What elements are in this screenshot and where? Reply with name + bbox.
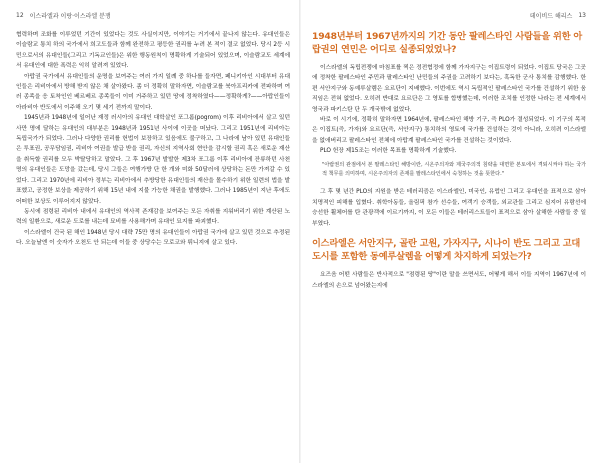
body-paragraph: 동시에 점령된 리비아 내에서 유대인의 역사적 존재감을 보여주는 모든 자취를 지워버리기 위한 계산된 노력의 일환으로, 새로운 도로를 내는데 묘비를 사용해가며 유대인 묘지를 파괴했다. <box>16 208 290 226</box>
running-title: 데이비드 해리스 <box>529 12 573 20</box>
right-page <box>300 0 600 463</box>
body-paragraph: 바로 이 시기에, 정확히 말하자면 1964년에, 팔레스타인 해방 기구, 즉 PLO가 결성되었다. 이 기구의 목적은 이집트(즉, 가자)와 요르단(즉, 서안지구) 통치하의 영토에 국가를 건설하는 것이 아니라, 오히려 이스라엘을 없애버리고 팔레스타인 전체에 아랍계 팔레스타인 국가를 건설하는 것이었다. <box>312 117 586 144</box>
body-paragraph: 이스라엘의 독립전쟁에 마침표를 찍은 정전협정에 함께 가자지구는 이집트령이 되었다. 이집트 당국은 그곳에 정착한 팔레스타인 주민과 팔레스타인 난민들의 주권을 고려하기 보다는, 혹독한 군사 통치를 감행했다. 한편 서안지구와 동예루살렘은 요르단이 지배했다. 이번에도 역시 독립적인 팔레스타인 국가를 건설하기 위한 움직임은 전혀 없었다. 오히려 반대로 요르단은 그 영토를 합병했는데, 이러한 조치를 인정한 나라는 전 세계에서 영국과 파키스탄 단 두 개국밖에 없었다. <box>312 65 586 113</box>
left-page-header <box>16 0 290 30</box>
body-paragraph: 협력하며 조화를 이루었던 기간이 있었다는 것도 사실이지만, 이야기는 거기에서 끝나지 않는다. 유대인들은 이슬람교 통치 하의 국가에서 희고도들과 함께 완전하고 평등한 권리를 누려 본 적이 결코 없었다. 당시 2등 시민으로서의 유대인들(그리고 기독교인들)은 위한 행동원칙이 명확하게 기술되어 있었으며, 이슬람교도 세계에서 유대인에 대한 폭력은 익히 알려져 있었다. <box>16 32 290 70</box>
page-number: 12 <box>16 11 24 19</box>
right-page-header <box>312 0 586 30</box>
section-heading: 이스라엘은 서안지구, 골란 고원, 가자지구, 시나이 반도 그리고 고대도시를 포함한 동예루살렘을 어떻게 차지하게 되었는가? <box>312 238 581 263</box>
body-paragraph: 아랍권 국가에서 유대인들의 운명을 보여주는 여러 가지 일례 중 하나를 들자면, 페니키아인 시대부터 유대인들은 리비아에서 방해 받지 않은 채 살아왔다. 좀 더 정확히 말하자면, 이슬람교를 북아프리카에 전파하며 여러 종족을 응 토착인인 베르베르 종족들이 이미 거주하고 있던 땅에 정착하였다——정확하게?——아랍인들이 아라비아 반도에서 이주해 오기 몇 세기 전까지 말이다. <box>16 73 290 111</box>
block-quote: "아랍권의 관점에서 본 팔레스타인 해방이란, 시온주의자와 제국주의적 침략을 대면한 본토에서 격퇴시켜야 하는 국가적 책무를 의미하며, 시온주의자의 존재를 팔레스타인에서 숙청하는 것을 뜻한다." <box>322 161 586 178</box>
body-paragraph: PLO 헌장 제15조는 이러한 목표를 명확하게 기술했다. <box>320 148 457 155</box>
section-heading: 1948년부터 1967년까지의 기간 동안 팔레스타인 사람들을 위한 아랍권의 연민은 어디로 실종되었었나? <box>312 31 583 55</box>
running-title: 이스라엘과 이랑·이스라엘 분쟁 <box>29 12 111 20</box>
body-paragraph: 이스라엘이 건국 된 해인 1948년 당시 대략 75만 명의 유대인들이 아랍권 국가에 살고 있던 것으로 추정된다. 오늘날엔 이 숫자가 오천도 안 되는데 이들 중 상당수는 모로코와 튀니지에 살고 있다. <box>16 229 290 247</box>
body-paragraph: 1945년과 1948년에 일어난 재정 러시아의 유대인 대학살인 포그롬(pogrom) 이후 리비아에서 살고 있던 사만 명에 달하는 유대인의 대부분은 1948년과 1951년 사이에 이곳을 떠났다. 그리고 1951년에 리비아는 독립국가가 되었다. 그러나 다양한 권리를 헌법이 보장하고 있음에도 불구하고, 그 나라에 남아 있던 유대인들은 투표권, 공무담임권, 리비아 여권을 발급 받을 권리, 자신의 지역사회 현안을 감시할 권리 혹은 새로운 재산을 취득할 권리를 모두 박탈당하고 말았다. 그 후 1967년 발발한 제3차 포그롬 이후 리비아에 잔류하던 사천 명의 유대인들은 도망을 갔는데, 당시 그들은 여행가방 단 한 개와 미화 50달러에 상당하는 돈만 가져갈 수 있었다. 그리고 1970년에 리비아 정부는 리비아에서 추방당한 유대인들의 재산을 몰수하기 위한 일련의 법을 발표했고, 공정한 보상을 제공하기 위해 15년 내에 지불 가능한 채권을 발행했다. 그러나 1985년이 지난 후에도 어떠한 보상도 이루어지지 않았다. <box>16 115 290 205</box>
body-paragraph: 그 후 몇 년간 PLO의 지원을 받은 테러리즘은 이스라엘인, 미국인, 유럽인 그리고 유대인을 표적으로 삼아 치명적인 피해를 입혔다. 취학아동들, 올림픽 참가 선수들, 여객기 승객들, 외교관들 그리고 심지어 유람선에 승선한 휠체어를 탄 관광객에 이르기까지, 이 모든 이들은 테러리스트들이 표적으로 삼아 살해한 사람들 중 일부였다. <box>312 189 586 227</box>
page-number: 13 <box>578 11 586 19</box>
body-paragraph: 요즈음 어떤 사람들은 반사적으로 "점령된 땅"이란 말을 쓰면서도, 어떻게 해서 이들 지역이 1967년에 이스라엘의 손으로 넘어왔는지에 <box>312 272 586 289</box>
